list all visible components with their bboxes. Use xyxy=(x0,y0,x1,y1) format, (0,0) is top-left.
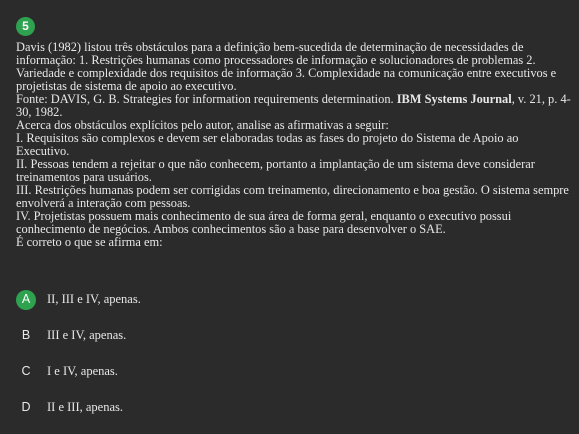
source-journal: IBM Systems Journal xyxy=(396,92,512,107)
question-ask: É correto o que se afirma em: xyxy=(16,235,163,250)
statement-3: III. Restrições humanas podem ser corrigidas com treinamento, direcionamento e boa gestão. O sistema sempre envolverá a interação com pessoas. xyxy=(16,183,569,211)
question-number-badge: 5 xyxy=(16,17,35,36)
source-prefix: Fonte: DAVIS, G. B. Strategies for information requirements determination. xyxy=(16,92,397,107)
option-b[interactable] xyxy=(16,326,571,346)
option-letter-c: C xyxy=(21,364,31,379)
question-intro: Davis (1982) listou três obstáculos para a definição bem-sucedida de determinação de necessidades de informação: 1. Restrições humanas como processadores de informação e solucionadores de problemas 2. Variedade e complexidade dos requisitos de informação 3. Complexidade na comunicação entre executivos e projetistas de sistema de apoio ao executivo. xyxy=(16,40,557,94)
question-prompt: Acerca dos obstáculos explícitos pelo autor, analise as afirmativas a seguir: xyxy=(16,118,389,133)
option-letter-b: B xyxy=(21,328,31,343)
option-a[interactable] xyxy=(16,290,571,310)
source-suffix: , v. 21, p. 4-30, 1982. xyxy=(16,92,571,120)
answer-options xyxy=(16,290,571,434)
statement-2: II. Pessoas tendem a rejeitar o que não conhecem, portanto a implantação de um sistema deve considerar treinamentos para usuários. xyxy=(16,157,535,185)
option-letter-d: D xyxy=(21,400,31,415)
option-letter-a: A xyxy=(16,290,36,310)
option-text-d: II e III, apenas. xyxy=(47,400,123,415)
option-d[interactable] xyxy=(16,398,571,418)
option-text-c: I e IV, apenas. xyxy=(47,364,118,379)
question-body xyxy=(16,41,571,249)
option-text-a: II, III e IV, apenas. xyxy=(47,292,141,307)
question-source xyxy=(16,93,571,119)
statement-4: IV. Projetistas possuem mais conhecimento de sua área de forma geral, enquanto o executivo possui conhecimento de negócios. Ambos conhecimentos são a base para desenvolver o SAE. xyxy=(16,209,512,237)
option-text-b: III e IV, apenas. xyxy=(47,328,127,343)
statement-1: I. Requisitos são complexos e devem ser elaboradas todas as fases do projeto do Sistema de Apoio ao Executivo. xyxy=(16,131,519,159)
option-c[interactable] xyxy=(16,362,571,382)
